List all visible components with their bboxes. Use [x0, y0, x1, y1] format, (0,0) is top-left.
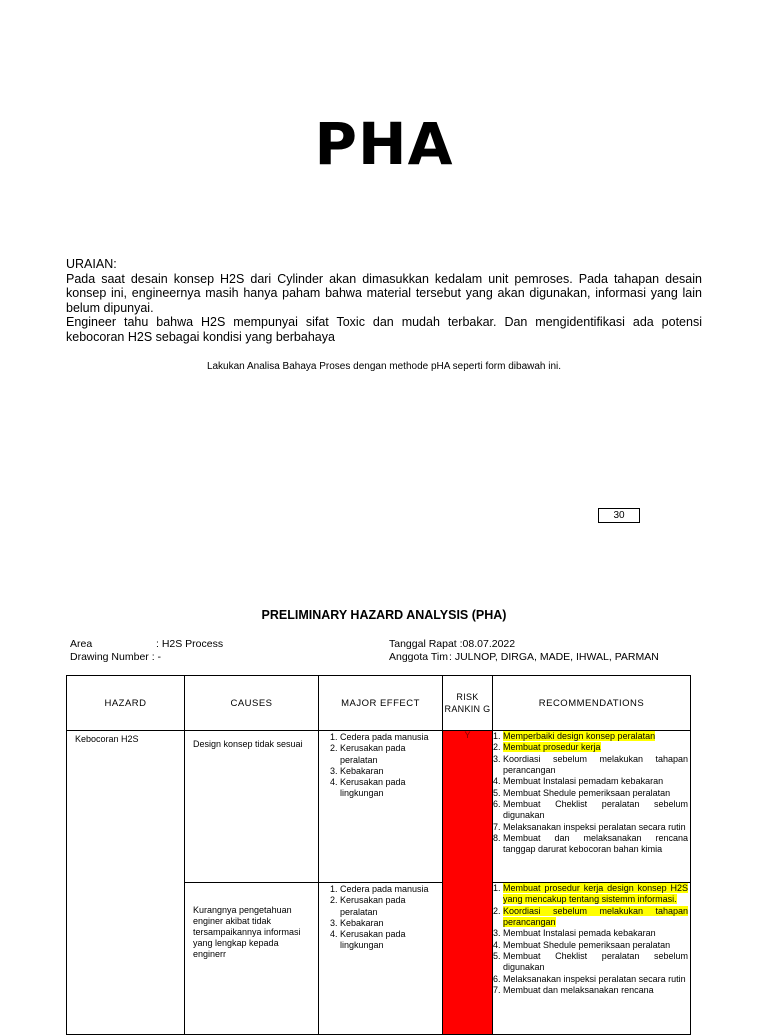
area-value: : H2S Process — [156, 638, 224, 650]
header-causes: CAUSES — [185, 676, 319, 731]
page-title: PHA — [314, 110, 454, 178]
list-item: 6. Melaksanakan inspeksi peralatan secara rutin — [503, 974, 688, 985]
recommendations-list — [493, 883, 688, 996]
list-item: 7. Melaksanakan inspeksi peralatan secara rutin — [503, 822, 688, 833]
recommendations-list — [493, 731, 688, 856]
list-item: 1. Cedera pada manusia — [340, 732, 439, 743]
list-item: 4. Kerusakan pada lingkungan — [340, 929, 439, 952]
form-title: PRELIMINARY HAZARD ANALYSIS (PHA) — [261, 608, 507, 622]
area-label: Area — [70, 638, 93, 650]
date-row — [389, 638, 659, 651]
drawing-number-value: : - — [151, 651, 162, 663]
list-item — [503, 731, 688, 742]
form-meta-right — [389, 638, 659, 664]
list-item: 2. Kerusakan pada peralatan — [340, 895, 439, 918]
form-meta-left — [70, 638, 223, 664]
list-item: 6. Membuat Cheklist peralatan sebelum digunakan — [503, 799, 688, 822]
recommendations-cell — [493, 883, 691, 1035]
hazard-cell: Kebocoran H2S — [67, 731, 185, 1035]
list-item: 4. Membuat Instalasi pemadam kebakaran — [503, 776, 688, 787]
recommendation-text: Membuat prosedur kerja — [503, 742, 601, 753]
header-recommendations: RECOMMENDATIONS — [493, 676, 691, 731]
list-item — [503, 883, 688, 906]
area-row — [70, 638, 223, 651]
date-label: Tanggal Rapat — [389, 638, 457, 650]
header-risk-ranking: RISK RANKIN G — [443, 676, 493, 731]
uraian-heading: URAIAN: — [66, 257, 117, 271]
list-item: 5. Membuat Shedule pemeriksaan peralatan — [503, 788, 688, 799]
header-hazard: HAZARD — [67, 676, 185, 731]
list-item: 4. Kerusakan pada lingkungan — [340, 777, 439, 800]
risk-ranking-cell — [443, 731, 493, 1035]
uraian-paragraph-2: Engineer tahu bahwa H2S mempunyai sifat Toxic dan mudah terbakar. Dan mengidentifikasi ada potensi kebocoran H2S sebagai kondisi yang berbahaya — [66, 315, 702, 344]
recommendation-text: Memperbaiki design konsep peralatan — [503, 731, 656, 741]
recommendations-cell — [493, 731, 691, 883]
cause-cell: Kurangnya pengetahuan enginer akibat tidak tersampaikannya informasi yang lengkap kepada enginerr — [185, 883, 319, 1035]
pha-table — [66, 675, 691, 1035]
effects-list — [319, 732, 439, 800]
header-major-effect: MAJOR EFFECT — [319, 676, 443, 731]
list-item: 3. Kebakaran — [340, 766, 439, 777]
list-item: 3. Koordiasi sebelum melakukan tahapan perancangan — [503, 754, 688, 777]
drawing-number-label: Drawing Number — [70, 651, 149, 663]
team-row — [389, 651, 659, 664]
list-item: 1. Cedera pada manusia — [340, 884, 439, 895]
list-item: 3. Membuat Instalasi pemada kebakaran — [503, 928, 688, 939]
list-item: 8. Membuat dan melaksanakan rencana tanggap darurat kebocoran bahan kimia — [503, 833, 688, 856]
instruction-text: Lakukan Analisa Bahaya Proses dengan methode pHA seperti form dibawah ini. — [206, 361, 562, 372]
cause-cell: Design konsep tidak sesuai — [185, 731, 319, 883]
date-value: :08.07.2022 — [459, 638, 516, 650]
effects-cell — [319, 731, 443, 883]
list-item: 4. Membuat Shedule pemeriksaan peralatan — [503, 940, 688, 951]
team-label: Anggota Tim — [389, 651, 448, 663]
uraian-section — [66, 257, 702, 345]
team-value: : JULNOP, DIRGA, MADE, IHWAL, PARMAN — [449, 651, 659, 663]
drawing-number-row — [70, 651, 223, 664]
recommendation-text: Membuat prosedur kerja design konsep H2S yang mencakup tentang sistemm informasi. — [503, 883, 688, 905]
uraian-paragraph-1: Pada saat desain konsep H2S dari Cylinder akan dimasukkan kedalam unit pemroses. Pada tahapan desain konsep ini, engineernya masih hanya paham bahwa material tersebut yang akan digunakan, informasi yang lain belum dipunyai. — [66, 271, 702, 315]
list-item — [503, 742, 688, 753]
list-item: 3. Kebakaran — [340, 918, 439, 929]
list-item: 7. Membuat dan melaksanakan rencana — [503, 985, 688, 996]
effects-list — [319, 884, 439, 952]
list-item — [503, 906, 688, 929]
list-item: 5. Membuat Cheklist peralatan sebelum digunakan — [503, 951, 688, 974]
list-item: 2. Kerusakan pada peralatan — [340, 743, 439, 766]
effects-cell — [319, 883, 443, 1035]
recommendation-text: Koordiasi sebelum melakukan tahapan perancangan — [503, 905, 688, 928]
table-row — [67, 731, 691, 883]
score-box: 30 — [598, 508, 640, 523]
table-header-row — [67, 676, 691, 731]
risk-mark: Y — [464, 730, 471, 740]
